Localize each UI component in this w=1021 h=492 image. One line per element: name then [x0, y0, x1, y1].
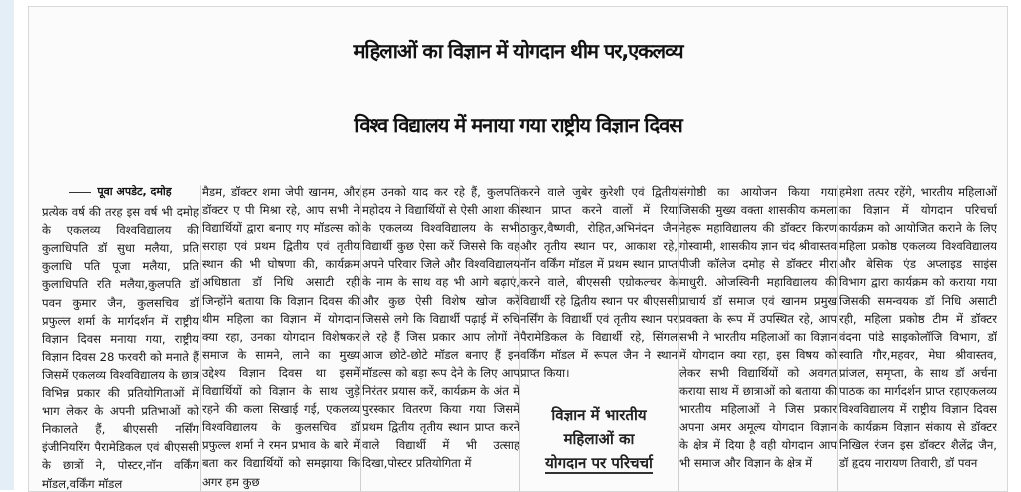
article-column-6 — [839, 183, 997, 492]
subheading-line-2: महिलाओं का — [563, 430, 635, 448]
column-6-text: हमेशा तत्पर रहेंगे, भारतीय महिलाओं का विज्ञान में योगदान परिचर्चा कार्यक्रम को आयोजित कराने के लिए महिला प्रकोष्ठ एकलव्य विश्वविद्यालय और बेसिक एंड अप्लाइड साइंस विभाग द्वारा कार्यक्रम को कराया गया जिसकी समन्वयक डॉ निधि असाटी रही, महिला प्रकोष्ठ टीम में डॉक्टर वंदना पांडे साइकोलॉजि विभाग, डॉ स्वाति गौर,महवर, मेघा श्रीवास्तव, प्रांजल, समृप्ता, के साथ डॉ अर्चना पाठक का मार्गदर्शन प्राप्त रहाएकलव्य विश्वविद्यालय में राष्ट्रीय विज्ञान दिवस के कार्यक्रम विज्ञान संकाय से डॉक्टर निखिल रंजन इस डॉक्टर शैलेंद्र जैन, डॉ हृदय नारायण तिवारी, डॉ पवन — [839, 185, 997, 471]
article-column-1 — [42, 183, 199, 492]
headline-line-2: विश्व विद्यालय में मनाया गया राष्ट्रीय विज्ञान दिवस — [354, 113, 682, 137]
column-5-text: संगोष्ठी का आयोजन किया गया जिसकी मुख्य वक्ता शासकीय कमला नेहरू महाविद्यालय की डॉक्टर किरण गोस्वामी, शासकीय ज्ञान चंद श्रीवास्तव पीजी कॉलेज दमोह से डॉक्टर मीरा माधुरी. ओजस्विनी महाविद्यालय की प्राचार्य डॉ समाज एवं खानम प्रमुख प्रवक्ता के रूप में उपस्थित रहे, आप सभी ने भारतीय महिलाओं का विज्ञान में योगदान क्या रहा, इस विषय को लेकर सभी विद्यार्थियों को अवगत कराया साथ में छात्राओं को बताया की भारतीय महिलाओं ने जिस प्रकार अपना अमर अमूल्य योगदान विज्ञान के क्षेत्र में दिया है वही योगदान आप भी समाज और विज्ञान के क्षेत्र में — [679, 185, 837, 471]
subheading — [524, 403, 674, 475]
subheading-line-3: योगदान पर परिचर्चा — [545, 454, 653, 472]
column-divider — [200, 185, 201, 492]
page-side-strip — [0, 0, 14, 490]
headline-line-1: महिलाओं का विज्ञान में योगदान थीम पर,एकलव्य — [353, 39, 683, 63]
article-column-5 — [679, 183, 837, 492]
column-1-text: प्रत्येक वर्ष की तरह इस वर्ष भी दमोह के एकलव्य विश्वविद्यालय की कुलाधिपति डॉ सुधा मलैया, प्रति कुलाधि पति पूजा मलैया, प्रति कुलाधिपति रति मलैया,कुलपति डॉ पवन कुमार जैन, कुलसचिव डॉ प्रफुल्ल शर्मा के मार्गदर्शन में राष्ट्रीय विज्ञान दिवस मनाया गया, राष्ट्रीय विज्ञान दिवस 28 फरवरी को मनाते हैं जिसमें एकलव्य विश्वविद्यालय के छात्र विभिन्न प्रकार की प्रतियोगिताओं में भाग लेकर के अपनी प्रतिभाओं को निकालते हैं, बीएससी नर्सिंग इंजीनियरिंग पैरामेडिकल एवं बीएससी के छात्रों ने, पोस्टर,नॉन वर्किंग मॉडल,वर्किंग मॉडल — [42, 205, 199, 491]
article-column-3 — [362, 183, 520, 492]
byline-text: पूवा अपडेट, दमोह — [97, 185, 172, 198]
column-4-text: करने वाले जुबेर कुरेशी एवं द्वितीय स्थान प्राप्त करने वालों में रिया ठाकुर,वैष्णवी, रोहित,अभिनंदन जैन और तृतीय स्थान पर, आकाश रहे, नॉन वर्किंग मॉडल में प्रथम स्थान प्राप्त करने वाले, बीएससी एग्रोकल्चर के विद्यार्थी रहे द्वितीय स्थान पर बीएससी नर्सिंग के विद्यार्थी एवं तृतीय स्थान पर पैरामेडिकल के विद्यार्थी रहे, सिंगल वर्किंग मॉडल में रूपल जैन ने स्थान प्राप्त किया। — [520, 185, 678, 380]
subheading-line-1: विज्ञान में भारतीय — [551, 406, 647, 424]
newspaper-clipping — [28, 6, 1008, 492]
byline — [42, 183, 199, 201]
article-column-2 — [202, 183, 360, 492]
column-2-text: मैडम, डॉक्टर शमा जेपी खानम, और डॉक्टर ए पी मिश्रा रहे, आप सभी ने विद्यार्थियों द्वारा बनाए गए मॉडल्स को सराहा एवं प्रथम द्वितीय एवं तृतीय स्थान की भी घोषणा की, कार्यक्रम अधिष्ठाता डॉ निधि असाटी रही जिन्होंने बताया कि विज्ञान दिवस की थीम महिला का विज्ञान में योगदान क्या रहा, उनका योगदान विशेषकर समाज के सामने, लाने का मुख्य उद्देश्य विज्ञान दिवस था इसमें विद्यार्थियों को विज्ञान के साथ जुड़े रहने की कला सिखाई गई, एकलव्य विश्वविद्यालय के कुलसचिव डॉ प्रफुल्ल शर्मा ने रमन प्रभाव के बारे में बता कर विद्यार्थियों को समझाया कि अगर हम कुछ — [202, 185, 360, 489]
column-divider — [837, 185, 838, 492]
column-3-text: हम उनको याद कर रहे हैं, कुलपति महोदय ने विद्यार्थियों से ऐसी आशा की के एकलव्य विश्वविद्यालय के सभी विद्यार्थी कुछ ऐसा करें जिससे कि वह अपने परिवार जिले और विश्वविद्यालय के नाम के साथ वह भी आगे बढ़ाएं, और कुछ ऐसी विशेष खोज करें जिससे लगे कि विद्यार्थी पढ़ाई में रुचि ले रहे हैं जिस प्रकार आप लोगों ने आज छोटे-छोटे मॉडल बनाए हैं इन मॉडल्स को बड़ा रूप देने के लिए आप निरंतर प्रयास करें, कार्यक्रम के अंत में पुरस्कार वितरण किया गया जिसमें प्रथम द्वितीय तृतीय स्थान प्राप्त करने वाले विद्यार्थी में भी उत्साह दिखा,पोस्टर प्रतियोगिता में — [362, 185, 520, 471]
column-divider — [360, 185, 361, 492]
